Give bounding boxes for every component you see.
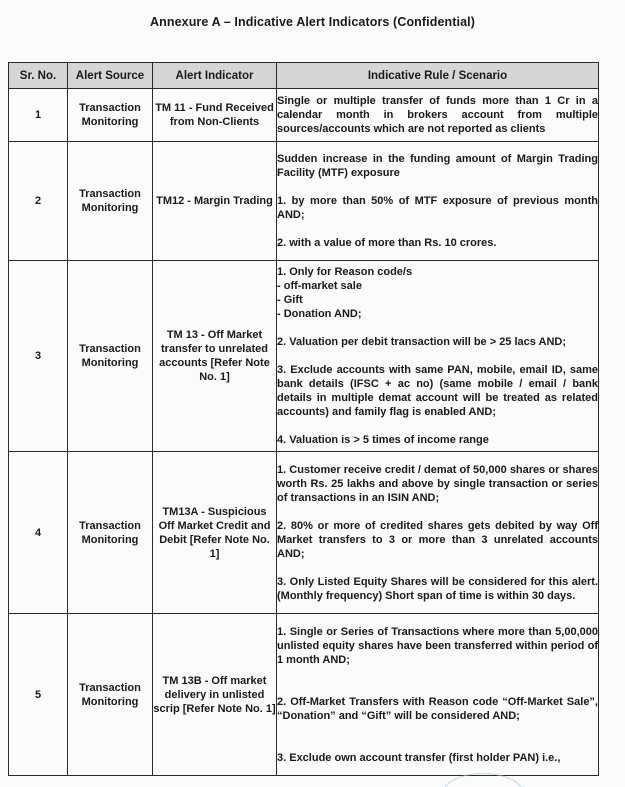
column-header-alert-indicator: Alert Indicator — [153, 63, 277, 89]
rule-paragraph: 4. Valuation is > 5 times of income range — [277, 434, 489, 446]
table-row — [9, 452, 599, 614]
rule-paragraph: 2. with a value of more than Rs. 10 crores. — [277, 237, 497, 249]
paragraph-gap — [277, 561, 598, 575]
indicative-rule-cell — [277, 261, 599, 452]
alert-source-cell: Transaction Monitoring — [68, 261, 153, 452]
paragraph-gap — [277, 723, 598, 737]
rule-paragraph: 3. Only Listed Equity Shares will be considered for this alert. (Monthly frequency) Short span of time is within 30 days. — [277, 575, 598, 602]
rule-paragraph: 3. Exclude accounts with same PAN, mobile, email ID, same bank details (IFSC + ac no) (same mobile / email / bank details in multiple demat account will be treated as related accounts) and family flag is enabled AND; — [277, 364, 598, 418]
rule-paragraph: 1. by more than 50% of MTF exposure of previous month AND; — [277, 195, 598, 221]
sr-no-cell: 1 — [9, 89, 68, 142]
paragraph-gap — [277, 222, 598, 236]
paragraph-gap — [277, 321, 598, 335]
paragraph-gap — [277, 681, 598, 695]
paragraph-gap — [277, 180, 598, 194]
sr-no-cell: 5 — [9, 614, 68, 776]
table-row — [9, 614, 599, 776]
rule-paragraph: Sudden increase in the funding amount of Margin Trading Facility (MTF) exposure — [277, 153, 598, 179]
indicative-rule-cell — [277, 452, 599, 614]
alert-indicator-cell: TM12 - Margin Trading — [153, 142, 277, 261]
paragraph-gap — [277, 419, 598, 433]
indicative-rule-cell — [277, 614, 599, 776]
column-header-sr-no: Sr. No. — [9, 63, 68, 89]
rule-paragraph: 1. Customer receive credit / demat of 50,000 shares or shares worth Rs. 25 lakhs and above by single transaction or series of transactions in an ISIN AND; — [277, 463, 598, 504]
column-header-alert-source: Alert Source — [68, 63, 153, 89]
column-header-indicative-rule: Indicative Rule / Scenario — [277, 63, 599, 89]
paragraph-gap — [277, 505, 598, 519]
paragraph-gap — [277, 737, 598, 751]
alert-indicators-table — [8, 62, 599, 776]
alert-indicator-cell: TM13A - Suspicious Off Market Credit and Debit [Refer Note No. 1] — [153, 452, 277, 614]
sr-no-cell: 3 — [9, 261, 68, 452]
rule-paragraph: 2. 80% or more of credited shares gets debited by way Off Market transfers to 3 or more than 3 unrelated accounts AND; — [277, 519, 598, 560]
alert-source-cell: Transaction Monitoring — [68, 142, 153, 261]
alert-source-cell: Transaction Monitoring — [68, 452, 153, 614]
table-row — [9, 89, 599, 142]
rule-paragraph: 1. Only for Reason code/s — [277, 266, 413, 278]
table-row — [9, 142, 599, 261]
table-header-row — [9, 63, 599, 89]
paragraph-gap — [277, 667, 598, 681]
indicative-rule-cell — [277, 89, 599, 142]
paragraph-gap — [277, 349, 598, 363]
table-row — [9, 261, 599, 452]
rule-paragraph: - Gift — [277, 294, 303, 306]
rule-paragraph: 1. Single or Series of Transactions where more than 5,00,000 unlisted equity shares have been transferred within period of 1 month AND; — [277, 625, 598, 666]
rule-paragraph: 2. Valuation per debit transaction will be > 25 lacs AND; — [277, 336, 567, 348]
rule-paragraph: 3. Exclude own account transfer (first holder PAN) i.e., — [277, 751, 561, 764]
alert-indicator-cell: TM 13 - Off Market transfer to unrelated accounts [Refer Note No. 1] — [153, 261, 277, 452]
rule-paragraph: - Donation AND; — [277, 308, 362, 320]
indicative-rule-cell — [277, 142, 599, 261]
alert-indicator-cell: TM 13B - Off market delivery in unlisted scrip [Refer Note No. 1] — [153, 614, 277, 776]
sr-no-cell: 4 — [9, 452, 68, 614]
rule-paragraph: 2. Off-Market Transfers with Reason code “Off-Market Sale”, “Donation” and “Gift” will be considered AND; — [277, 695, 598, 722]
rule-paragraph: - off-market sale — [277, 280, 362, 292]
sr-no-cell: 2 — [9, 142, 68, 261]
alert-indicator-cell: TM 11 - Fund Received from Non-Clients — [153, 89, 277, 142]
alert-source-cell: Transaction Monitoring — [68, 614, 153, 776]
rule-paragraph: Single or multiple transfer of funds more than 1 Cr in a calendar month in brokers account from multiple sources/accounts which are not reported as clients — [277, 95, 598, 135]
alert-source-cell: Transaction Monitoring — [68, 89, 153, 142]
page-title: Annexure A – Indicative Alert Indicators (Confidential) — [150, 15, 475, 29]
